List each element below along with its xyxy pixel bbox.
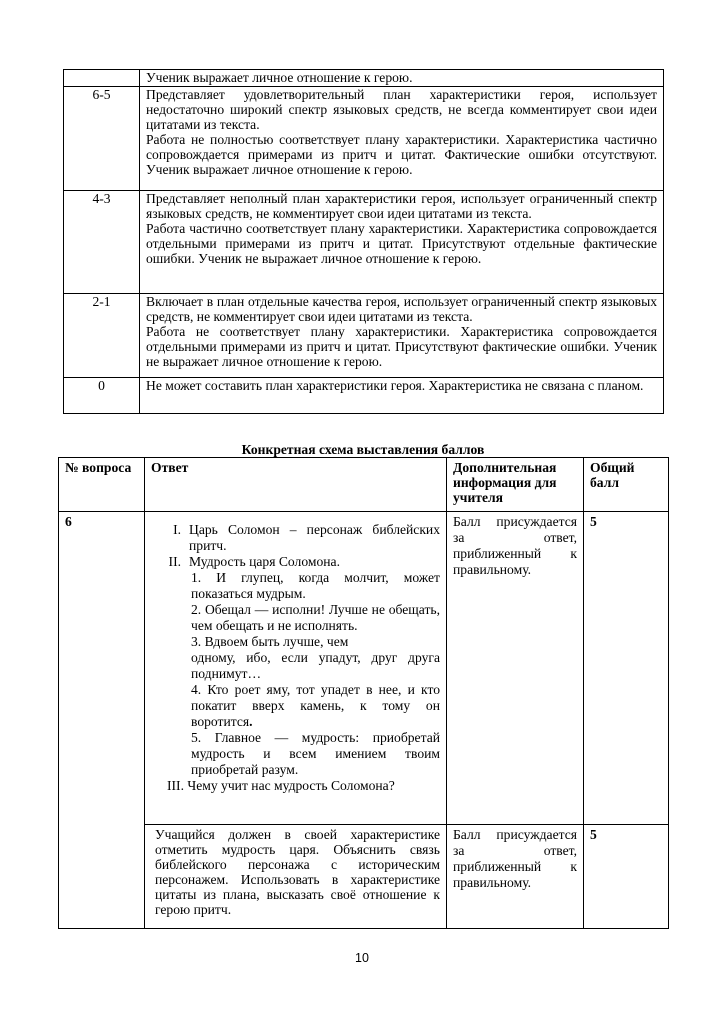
answer-criteria-cell: Учащийся должен в своей характеристике отметить мудрость царя. Объяснить связь библейского персонажа с историческим персонажем. Использовать в характеристике цитаты из плана, высказать своё отношение к герою притч. (145, 825, 447, 929)
header-total-score: Общий балл (584, 458, 669, 512)
description-cell (140, 87, 664, 191)
header-row (59, 458, 669, 512)
description-text: Работа не соответствует плану характеристики. Характеристика сопровождается отдельными примерами из притч и цитат. Присутствуют фактические ошибки. Ученик не выражает личное отношение к герою. (146, 324, 657, 369)
description-text: Представляет удовлетворительный план характеристики героя, использует недостаточно широкий спектр языковых средств, не всегда комментирует свои идеи цитатами из текста. (146, 87, 657, 132)
question-number: 6 (59, 512, 145, 929)
table-row (64, 294, 664, 378)
description-text: Включает в план отдельные качества героя, использует ограниченный спектр языковых средств, не комментирует свои идеи цитатами из текста. (146, 294, 657, 324)
table-row (64, 191, 664, 294)
plan-subitem: 2. Обещал — исполни! Лучше не обещать, чем обещать и не исполнять. (191, 602, 440, 633)
plan-subitem: 5. Главное — мудрость: приобретай мудрость и всем имением твоим приобретай разум. (191, 730, 440, 777)
description-text: Ученик выражает личное отношение к герою. (146, 70, 413, 85)
criteria-table (63, 69, 664, 414)
total-score-cell: 5 (584, 825, 669, 929)
description-cell (140, 191, 664, 294)
description-cell (140, 378, 664, 414)
table-row (64, 70, 664, 87)
total-score-cell: 5 (584, 512, 669, 825)
plan-item-text: Мудрость царя Соломона. (189, 554, 340, 569)
header-answer: Ответ (145, 458, 447, 512)
description-cell (140, 294, 664, 378)
plan-item (163, 522, 440, 554)
plan-subitem-period: . (249, 714, 253, 729)
description-text: Не может составить план характеристики героя. Характеристика не связана с планом. (146, 378, 644, 393)
plan-subitem: 1. И глупец, когда молчит, может показаться мудрым. (191, 570, 440, 601)
plan-item-number: I. (173, 522, 181, 537)
table-row (64, 87, 664, 191)
plan-subitem (163, 634, 440, 682)
description-text: Работа частично соответствует плану характеристики. Характеристика сопровождается отдельными примерами из притч и цитат. Присутствуют отдельные фактические ошибки. Ученик не выражает личное отношение к герою. (146, 221, 657, 266)
plan-subitem (163, 682, 440, 730)
score-cell: 0 (64, 378, 140, 414)
plan-subitem-text: 4. Кто роет яму, тот упадет в нее, и кто покатит вверх камень, к тому он воротится (191, 682, 440, 729)
plan-item-number: II. (168, 554, 181, 569)
answer-plan-cell (145, 512, 447, 825)
score-cell: 4-3 (64, 191, 140, 294)
header-question-number: № вопроса (59, 458, 145, 512)
plan-subitem-line: 3. Вдвоем быть лучше, чем (191, 634, 349, 649)
description-cell (140, 70, 664, 87)
score-cell (64, 70, 140, 87)
header-teacher-info: Дополнительная информация для учителя (447, 458, 584, 512)
plan-item-text: Царь Соломон – персонаж библейских притч. (189, 522, 440, 553)
score-cell: 2-1 (64, 294, 140, 378)
table-row (64, 378, 664, 414)
plan-subitem-line: одному, ибо, если упадут, друг друга поднимут… (191, 650, 440, 681)
plan-item (163, 554, 440, 570)
plan-item-question: III. Чему учит нас мудрость Соломона? (167, 778, 395, 793)
table-row (59, 512, 669, 825)
page-number: 10 (355, 951, 369, 965)
description-text: Представляет неполный план характеристики героя, использует ограниченный спектр языковых средств, не комментирует свои идеи цитатами из текста. (146, 191, 657, 221)
table-row (59, 825, 669, 929)
scoring-scheme-table (58, 457, 669, 929)
score-cell: 6-5 (64, 87, 140, 191)
description-text: Работа не полностью соответствует плану характеристики. Характеристика частично сопровождается примерами из притч и цитат. Фактические ошибки отсутствуют. Ученик выражает личное отношение к герою. (146, 132, 657, 177)
teacher-info-cell: Балл присуждается за ответ, приближенный к правильному. (447, 825, 584, 929)
scheme-title: Конкретная схема выставления баллов (241, 442, 485, 457)
teacher-info-cell: Балл присуждается за ответ, приближенный к правильному. (447, 512, 584, 825)
